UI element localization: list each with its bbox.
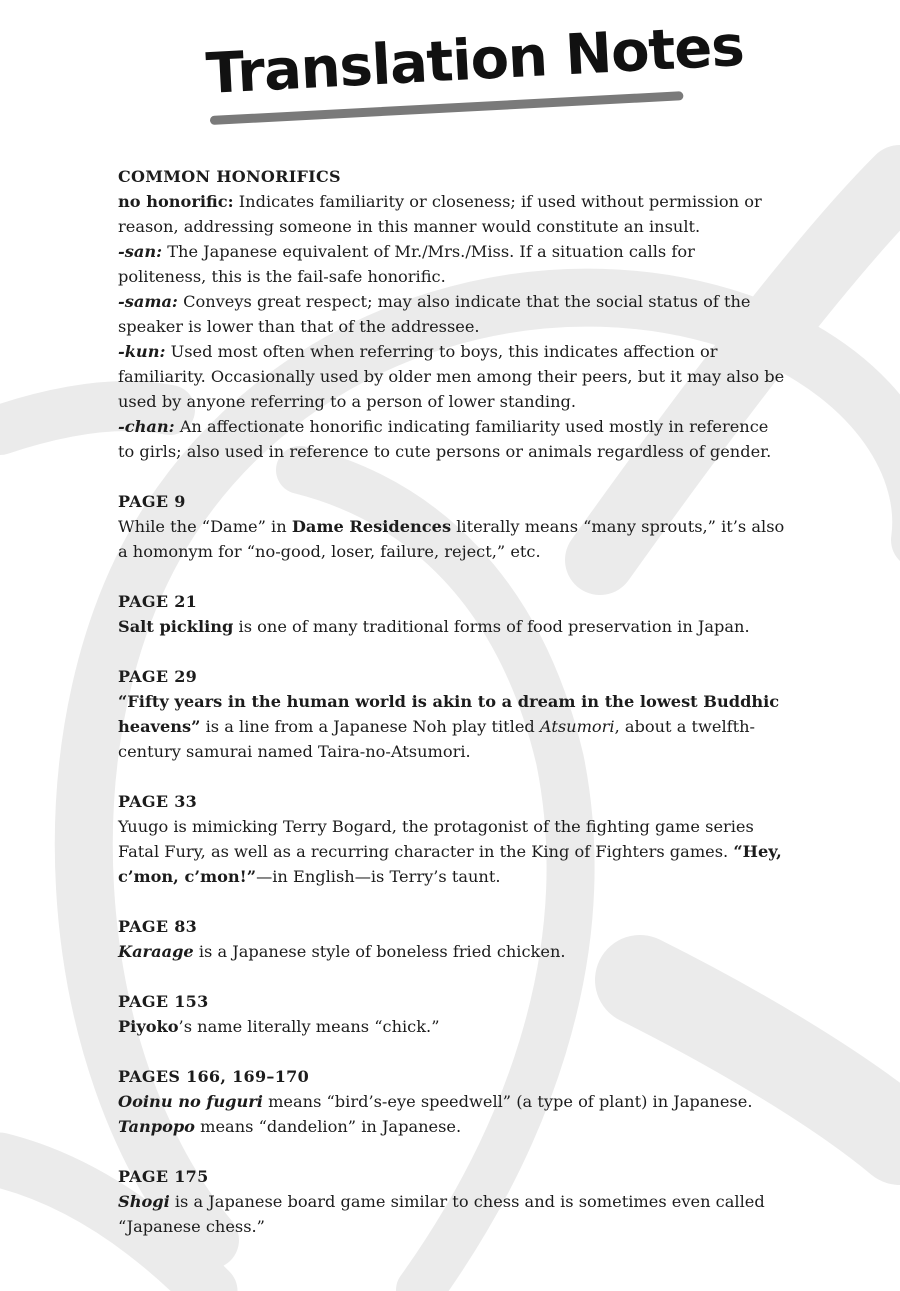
section-heading: PAGE 33 [118,792,198,811]
note-fragment: literally means “many sprouts,” it’s also a homonym for “no-good, loser, failure, reject,” etc. [118,517,785,561]
note-fragment: , about a twelfth-century samurai named Taira-no-Atsumori. [118,717,756,761]
section-page-83 [118,914,788,964]
note-term: Ooinu no fuguri [118,1092,263,1111]
note-text [118,689,788,764]
section-page-21 [118,589,788,639]
note-text [118,939,788,964]
note-fragment: means “bird’s-eye speedwell” (a type of plant) in Japanese. [262,1092,753,1111]
note-fragment: is a Japanese style of boneless fried chicken. [193,942,566,961]
section-pages-166-170 [118,1064,788,1139]
note-fragment: is a Japanese board game similar to chess and is sometimes even called “Japanese chess.” [118,1192,765,1236]
section-heading: PAGE 9 [118,492,186,511]
honorific-definition: An affectionate honorific indicating familiarity used mostly in reference to girls; also used in reference to cute persons or animals regardless of gender. [118,417,772,461]
honorific-entry-san [118,239,788,289]
note-fragment: —in English—is Terry’s taunt. [256,867,501,886]
note-term: Tanpopo [118,1117,195,1136]
note-text [118,1014,788,1039]
notes-body [118,164,788,1264]
note-fragment: means “dandelion” in Japanese. [194,1117,462,1136]
honorific-definition: The Japanese equivalent of Mr./Mrs./Miss. If a situation calls for politeness, this is the fail-safe honorific. [118,242,695,286]
section-heading: PAGE 83 [118,917,198,936]
note-title: Atsumori [539,717,615,736]
section-page-153 [118,989,788,1039]
honorific-definition: Conveys great respect; may also indicate that the social status of the speaker is lower than that of the addressee. [118,292,751,336]
note-text [118,514,788,564]
honorific-term: -sama: [118,292,178,311]
section-heading: PAGE 153 [118,992,209,1011]
honorific-entry-chan [118,414,788,464]
note-text [118,814,788,889]
honorific-definition: Indicates familiarity or closeness; if used without permission or reason, addressing someone in this manner would constitute an insult. [118,192,762,236]
title-block [200,13,746,146]
honorific-term: -kun: [118,342,166,361]
section-heading: PAGE 29 [118,667,198,686]
honorific-term: -chan: [118,417,175,436]
note-term: Shogi [118,1192,170,1211]
note-term: Piyoko [118,1017,179,1036]
section-heading: COMMON HONORIFICS [118,167,341,186]
honorific-term: -san: [118,242,163,261]
section-page-175 [118,1164,788,1239]
note-term: “Fifty years in the human world is akin to a dream in the lowest Buddhic heavens” [118,692,780,736]
honorific-term: no honorific: [118,192,234,211]
note-fragment: While the “Dame” in [118,517,292,536]
note-fragment: Yuugo is mimicking Terry Bogard, the protagonist of the fighting game series Fatal Fury, as well as a recurring character in the King of Fighters games. [118,817,754,861]
note-term: Dame Residences [291,517,452,536]
note-term: Salt pickling [118,617,234,636]
note-term: “Hey, c’mon, c’mon!” [118,842,782,886]
note-fragment: is a line from a Japanese Noh play titled [200,717,540,736]
note-text [118,614,788,639]
honorific-entry-none [118,189,788,239]
section-heading: PAGE 175 [118,1167,209,1186]
section-heading: PAGE 21 [118,592,198,611]
note-text [118,1114,788,1139]
section-honorifics [118,164,788,464]
note-fragment: is one of many traditional forms of food preservation in Japan. [233,617,750,636]
page-title: Translation Notes [204,13,746,107]
section-heading: PAGES 166, 169–170 [118,1067,310,1086]
note-text [118,1189,788,1239]
honorific-entry-kun [118,339,788,414]
note-term: Karaage [118,942,194,961]
section-page-9 [118,489,788,564]
section-page-29 [118,664,788,764]
honorific-definition: Used most often when referring to boys, this indicates affection or familiarity. Occasionally used by older men among their peers, but it may also be used by anyone referring to a person of lower standing. [118,342,785,411]
honorific-entry-sama [118,289,788,339]
section-page-33 [118,789,788,889]
note-text [118,1089,788,1114]
note-fragment: ’s name literally means “chick.” [178,1017,440,1036]
